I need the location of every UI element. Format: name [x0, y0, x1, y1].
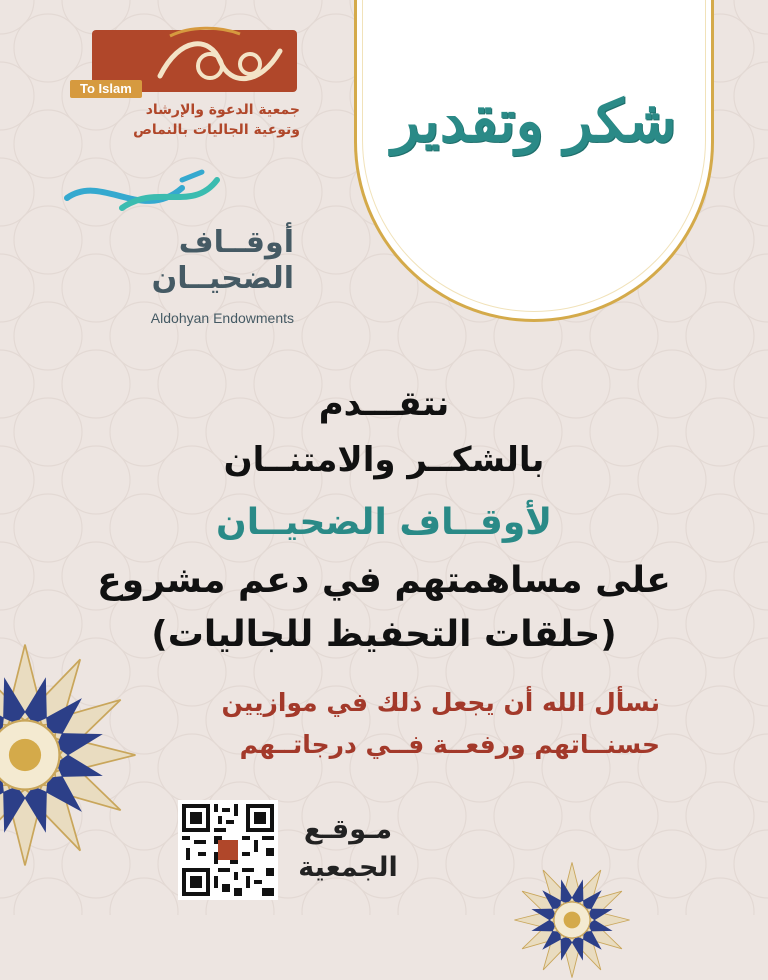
endowment-logo-icon [62, 168, 222, 218]
qr-code-icon[interactable] [178, 800, 278, 900]
message-line-5: (حلقات التحفيظ للجاليات) [151, 614, 617, 655]
message-line-4: على مساهمتهم في دعم مشروع [97, 560, 671, 601]
website-label-line1: مـوقـع [303, 814, 393, 845]
star-flower-ornament-left [0, 640, 140, 870]
message-line-1: نتقـــدم [318, 384, 450, 424]
message-line-3: لأوقــاف الضحيــان [215, 502, 553, 543]
association-logo [70, 20, 300, 142]
prayer-line-1: نسأل الله أن يجعل ذلك في موازيين [221, 688, 660, 717]
message-line-2: بالشكــر والامتنــان [223, 440, 545, 480]
heading-calligraphy: شكر وتقدير [391, 87, 677, 155]
endowment-name-ar-line2: الضحيــان [151, 261, 294, 296]
association-tag: To Islam [70, 80, 142, 98]
endowment-name-en: Aldohyan Endowments [150, 310, 294, 326]
endowment-name-ar-line1: أوقــاف [178, 225, 294, 260]
website-label-line2: الجمعية [298, 852, 398, 883]
association-name-line2: وتوعية الجاليات بالنماص [133, 122, 300, 138]
star-flower-ornament-right [512, 860, 632, 980]
prayer-line-2: حسنــاتهم ورفعــة فــي درجاتــهم [239, 730, 660, 759]
association-name-line1: جمعية الدعوة والإرشاد [145, 102, 300, 118]
association-logo-swirl-icon [150, 26, 300, 98]
